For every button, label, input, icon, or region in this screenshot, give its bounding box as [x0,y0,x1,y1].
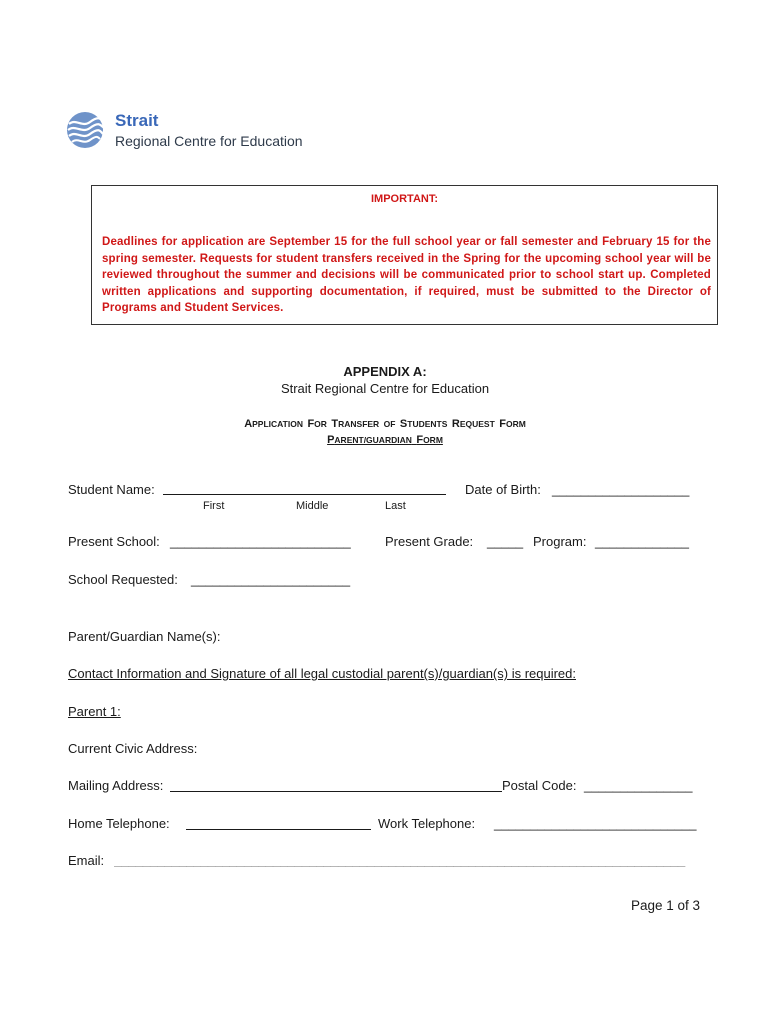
dob-field[interactable]: ___________________ [552,482,690,497]
present-grade-field[interactable]: _____ [487,534,524,549]
last-name-caption: Last [385,500,406,512]
contact-info-requirement: Contact Information and Signature of all legal custodial parent(s)/guardian(s) is required: [68,666,576,681]
form-subtitle: PARENT/GUARDIAN FORM [327,434,443,446]
program-field[interactable]: _____________ [595,534,689,549]
dob-label: Date of Birth: [465,482,541,497]
present-school-label: Present School: [68,534,160,549]
mailing-address-field[interactable] [170,791,502,792]
present-school-field[interactable]: _________________________ [170,534,351,549]
home-telephone-label: Home Telephone: [68,816,170,831]
notice-body: Deadlines for application are September 15 for the full school year or fall semester and February 15 for the spring semester. Requests for student transfers received in the Spring for the upcoming school year will be reviewed throughout the summer and decisions will be communicated prior to school start up. Completed written applications and supporting documentation, if required, must be submitted to the Director of Programs and Student Services. [102,236,711,314]
email-field[interactable]: _______________________________________________________________________________ [114,854,686,867]
organization-name: Strait Regional Centre for Education [280,381,490,396]
work-telephone-field[interactable]: ____________________________ [494,816,697,831]
school-requested-field[interactable]: ______________________ [191,572,351,587]
middle-name-caption: Middle [296,500,329,512]
wave-logo-icon [66,108,106,152]
postal-code-field[interactable]: _______________ [584,778,693,793]
email-label: Email: [68,853,105,868]
organization-logo [66,106,316,156]
important-notice-box [91,185,718,325]
student-name-label: Student Name: [68,482,155,497]
present-grade-label: Present Grade: [385,534,474,549]
school-requested-label: School Requested: [68,572,178,587]
work-telephone-label: Work Telephone: [378,816,476,831]
program-label: Program: [533,534,587,549]
parent-1-heading: Parent 1: [68,704,121,719]
page-number: Page 1 of 3 [631,898,701,913]
first-name-caption: First [203,500,225,512]
civic-address-label: Current Civic Address: [68,741,198,756]
student-name-field[interactable] [163,494,446,495]
mailing-address-label: Mailing Address: [68,778,164,793]
logo-subtitle: Regional Centre for Education [115,133,303,149]
notice-title: IMPORTANT: [370,193,438,205]
home-telephone-field[interactable] [186,829,371,830]
appendix-heading: APPENDIX A: [343,364,427,379]
logo-name: Strait [115,111,159,130]
postal-code-label: Postal Code: [502,778,577,793]
parent-guardian-names-label: Parent/Guardian Name(s): [68,629,221,644]
form-title: APPLICATION FOR TRANSFER OF STUDENTS REQUEST FORM [244,418,526,430]
